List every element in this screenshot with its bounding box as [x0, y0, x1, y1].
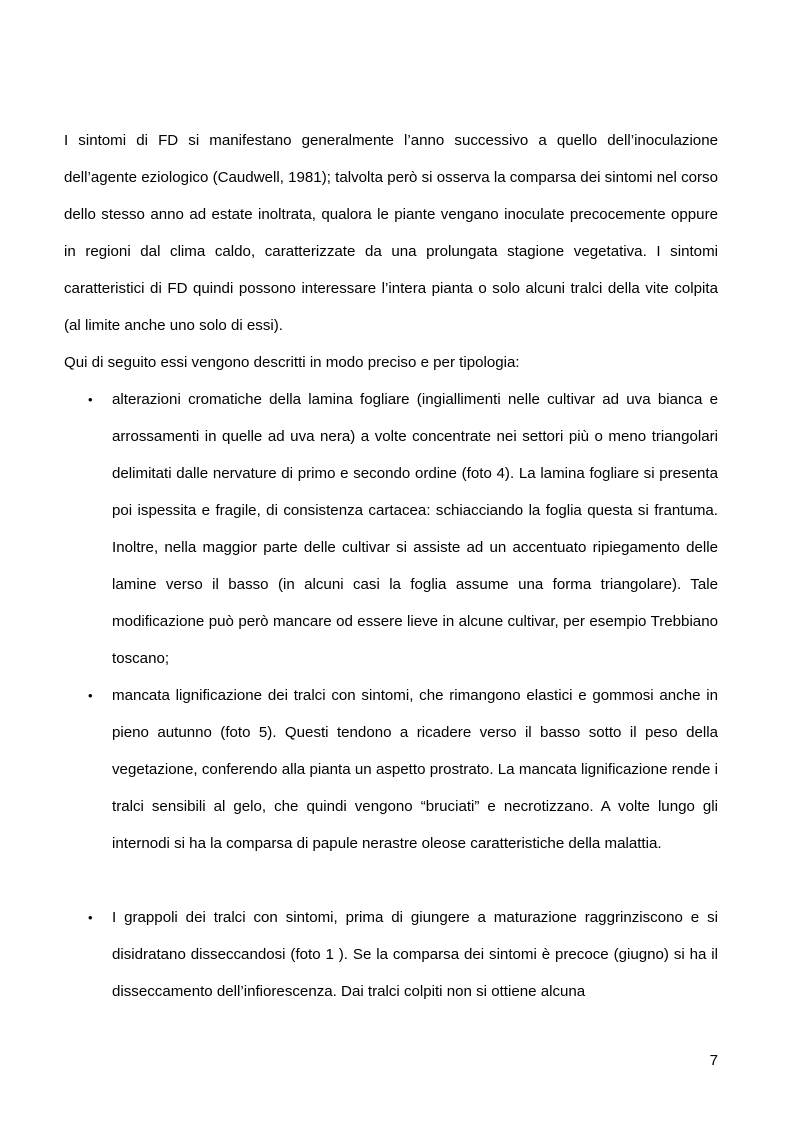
list-item-text: alterazioni cromatiche della lamina fogliare (ingiallimenti nelle cultivar ad uva bianca e arrossamenti in quelle ad uva nera) a volte concentrate nei settori più o meno triangolari delimitati dalle nervature di primo e secondo ordine (foto 4). La lamina fogliare si presenta poi ispessita e fragile, di consistenza cartacea: schiacciando la foglia questa si frantuma. Inoltre, nella maggior parte delle cultivar si assiste ad un accentuato ripiegamento delle lamine verso il basso (in alcuni casi la foglia assume una forma triangolare). Tale modificazione può però mancare od essere lieve in alcune cultivar, per esempio Trebbiano toscano; — [112, 391, 718, 667]
list-item — [64, 677, 718, 862]
lead-in-sentence: Qui di seguito essi vengono descritti in modo preciso e per tipologia: — [64, 354, 520, 371]
list-item — [64, 899, 718, 1010]
list-item-text: I grappoli dei tralci con sintomi, prima di giungere a maturazione raggrinziscono e si disidratano disseccandosi (foto 1 ). Se la comparsa dei sintomi è precoce (giugno) si ha il disseccamento dell’infiorescenza. Dai tralci colpiti non si ottiene alcuna — [112, 909, 718, 1000]
symptom-list — [64, 381, 718, 1010]
bullet-icon: • — [88, 910, 93, 925]
intro-paragraph: I sintomi di FD si manifestano generalmente l’anno successivo a quello dell’inoculazione dell’agente eziologico (Caudwell, 1981); talvolta però si osserva la comparsa dei sintomi nel corso dello stesso anno ad estate inoltrata, qualora le piante vengano inoculate precocemente oppure in regioni dal clima caldo, caratterizzate da una prolungata stagione vegetativa. I sintomi caratteristici di FD quindi possono interessare l’intera pianta o solo alcuni tralci della vite colpita (al limite anche uno solo di essi). — [64, 132, 718, 334]
list-item — [64, 381, 718, 677]
bullet-icon: • — [88, 688, 93, 703]
bullet-icon: • — [88, 392, 93, 407]
list-item-text: mancata lignificazione dei tralci con sintomi, che rimangono elastici e gommosi anche in pieno autunno (foto 5). Questi tendono a ricadere verso il basso sotto il peso della vegetazione, conferendo alla pianta un aspetto prostrato. La mancata lignificazione rende i tralci sensibili al gelo, che quindi vengono “bruciati” e necrotizzano. A volte lungo gli internodi si ha la comparsa di papule nerastre oleose caratteristiche della malattia. — [112, 687, 718, 852]
page-number: 7 — [709, 1052, 718, 1069]
list-spacer — [64, 862, 718, 899]
page-body — [64, 122, 718, 1010]
